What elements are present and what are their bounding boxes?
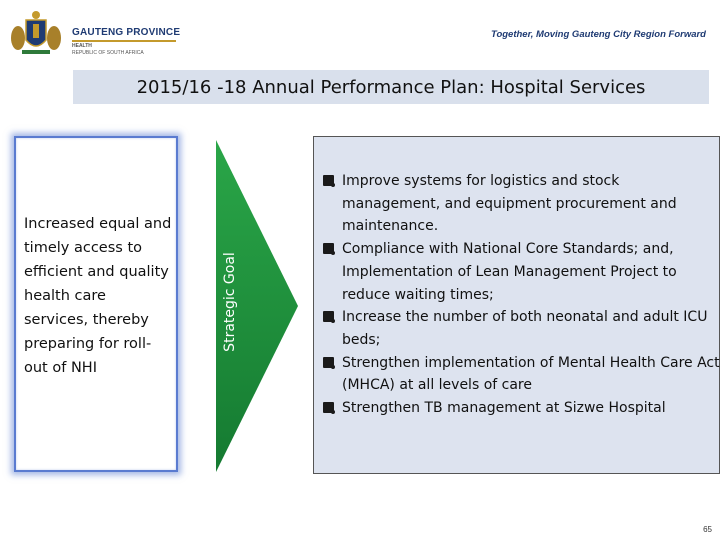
brand-divider <box>72 40 176 42</box>
tagline: Together, Moving Gauteng City Region Forward <box>491 29 706 40</box>
goal-box <box>14 136 178 472</box>
brand-country: REPUBLIC OF SOUTH AFRICA <box>72 50 144 56</box>
list-item: Improve systems for logistics and stock management, and equipment procurement and maintenance. <box>320 170 720 238</box>
brand-title: GAUTENG PROVINCE <box>72 27 181 38</box>
square-bullet-icon <box>323 175 334 186</box>
list-item: Increase the number of both neonatal and adult ICU beds; <box>320 306 720 351</box>
title-bar <box>73 70 709 104</box>
slide-header <box>0 0 720 62</box>
list-item: Strengthen implementation of Mental Health Care Act (MHCA) at all levels of care <box>320 352 720 397</box>
arrow-label: Strategic Goal <box>222 252 238 352</box>
list-item: Compliance with National Core Standards; and, Implementation of Lean Management Project to reduce waiting times; <box>320 238 720 306</box>
square-bullet-icon <box>323 402 334 413</box>
page-title: 2015/16 -18 Annual Performance Plan: Hospital Services <box>136 76 646 98</box>
list-item: Strengthen TB management at Sizwe Hospital <box>320 397 720 420</box>
coat-of-arms-icon <box>8 8 64 56</box>
goal-text: Increased equal and timely access to efficient and quality health care services, thereby preparing for roll-out of NHI <box>24 216 172 376</box>
brand-department: HEALTH <box>72 43 92 49</box>
actions-box <box>313 136 720 474</box>
page-number: 65 <box>703 525 712 534</box>
square-bullet-icon <box>323 243 334 254</box>
actions-list <box>320 170 720 420</box>
square-bullet-icon <box>323 311 334 322</box>
square-bullet-icon <box>323 357 334 368</box>
